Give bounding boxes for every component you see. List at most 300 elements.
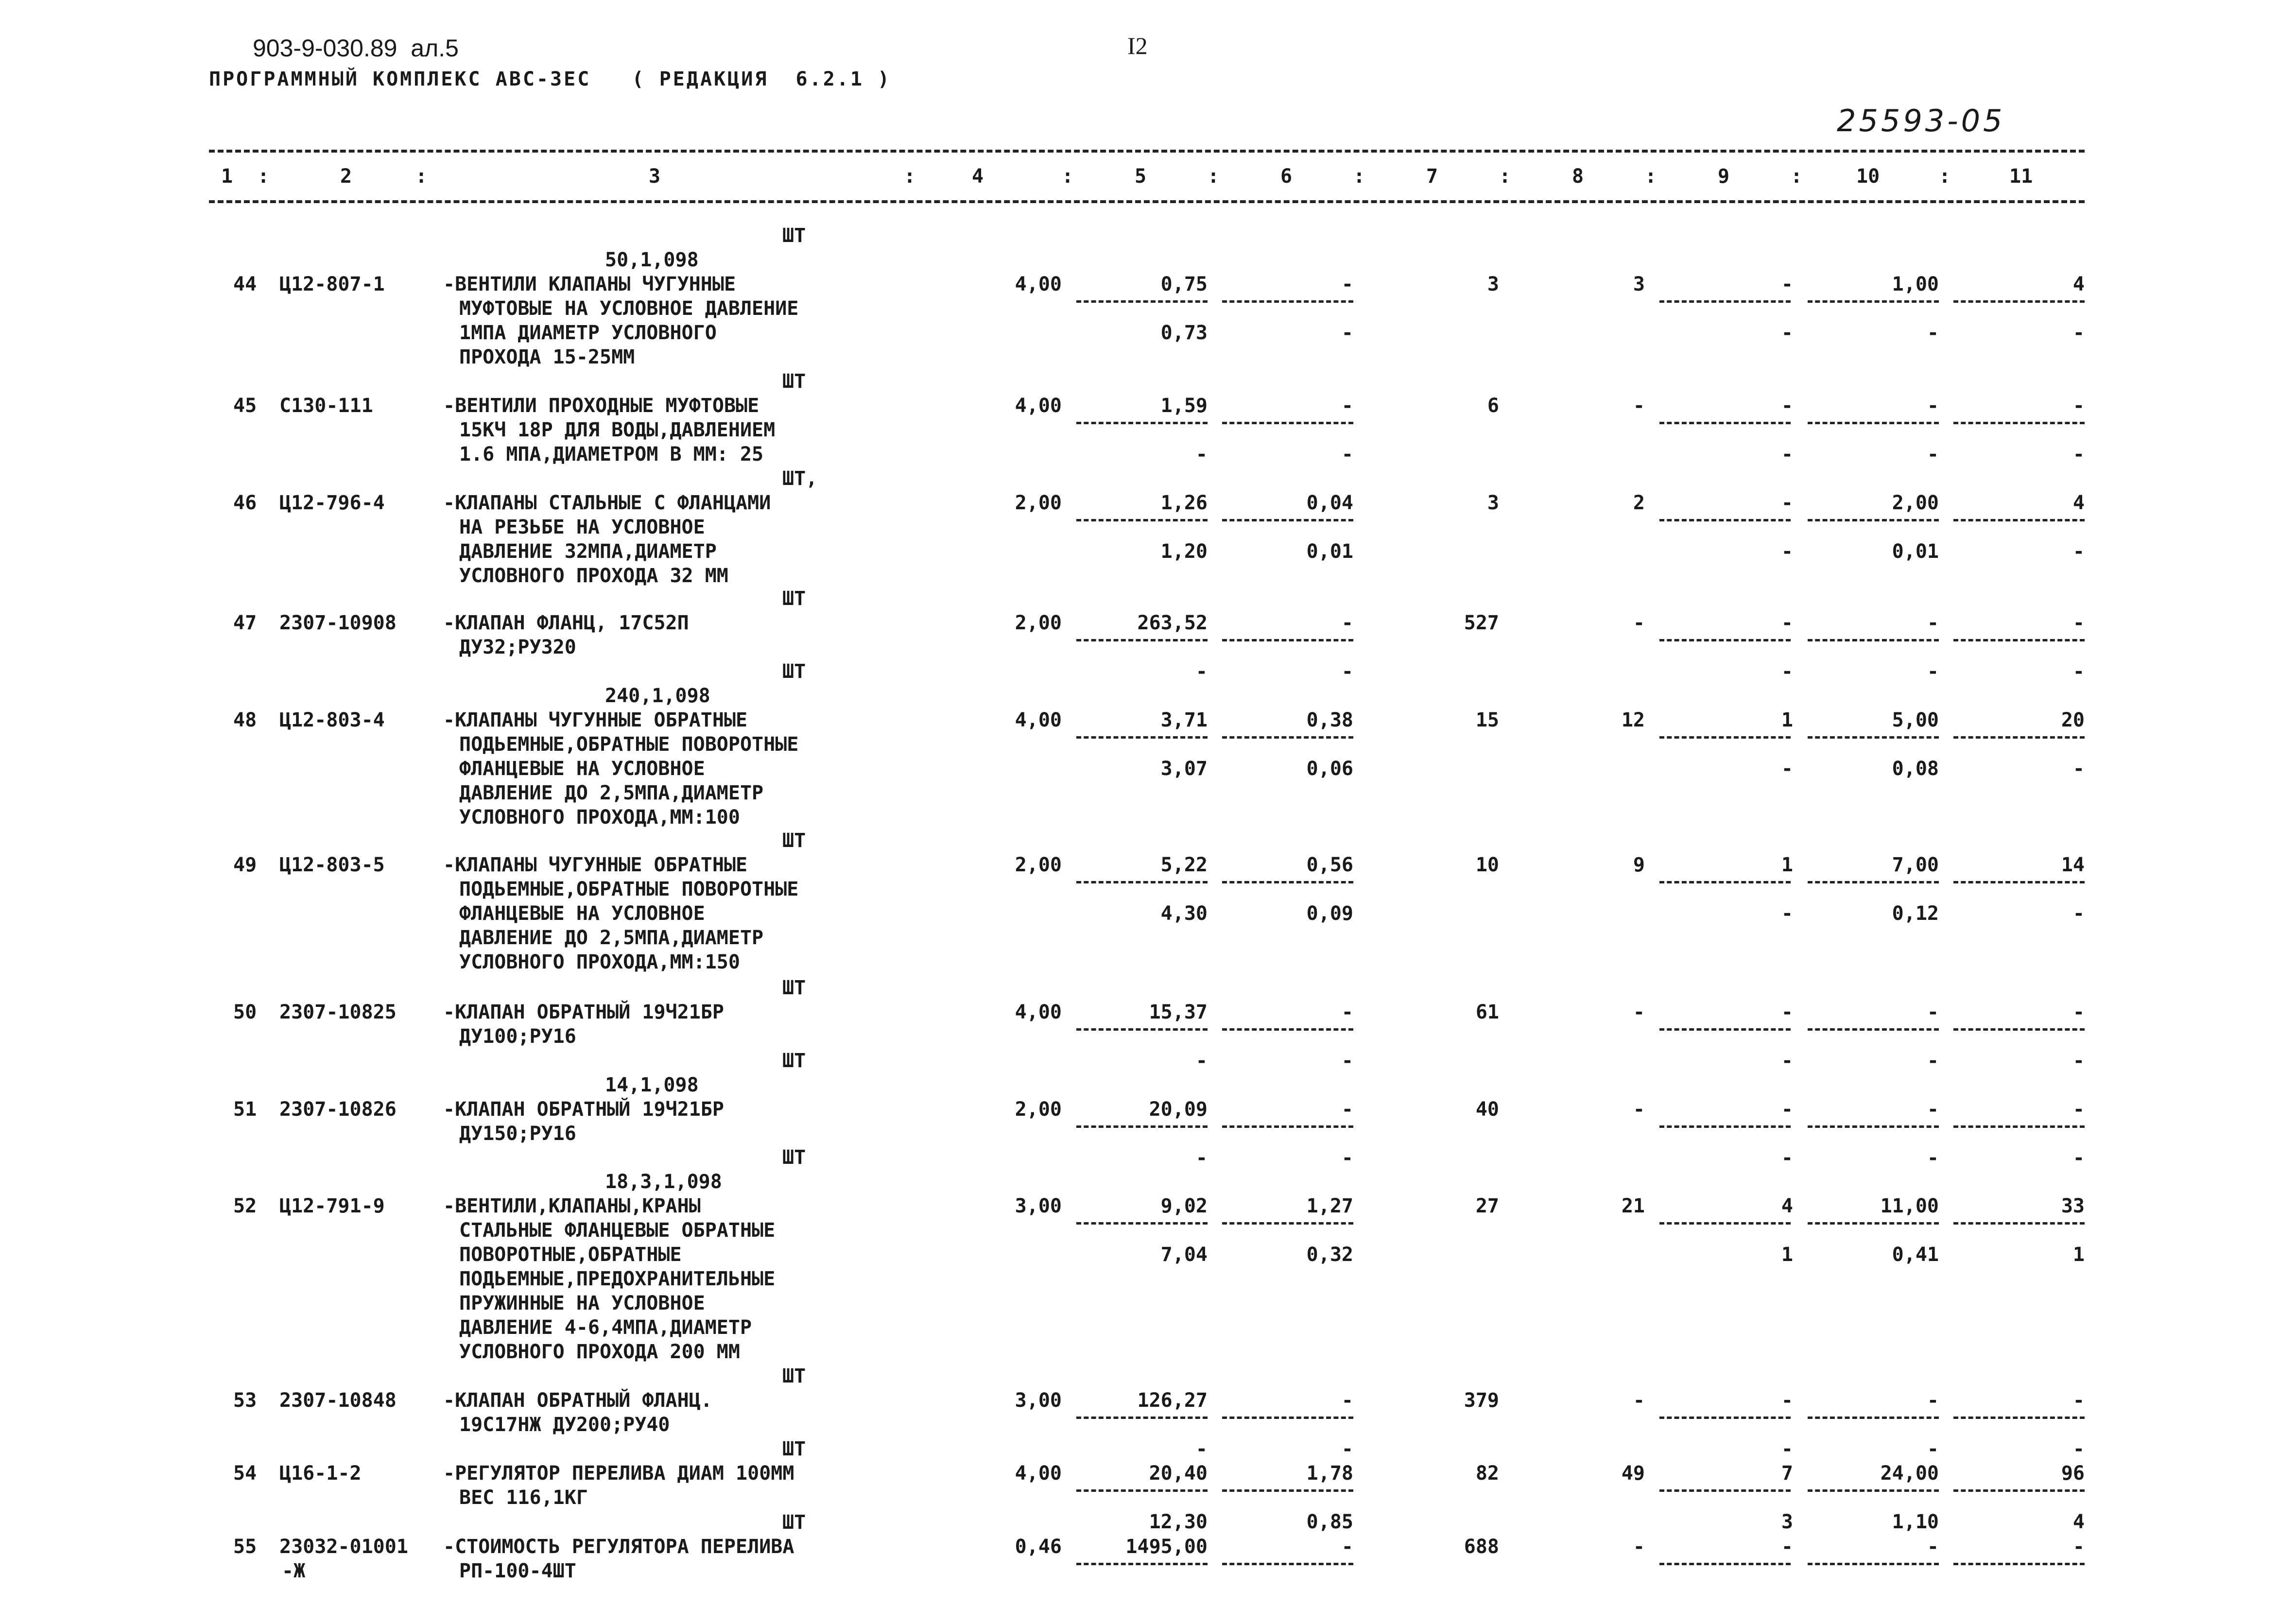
rate-code: Ц12-803-5 (279, 854, 385, 876)
column-header-7: 7 (1426, 165, 1438, 188)
description-line: -КЛАПАНЫ ЧУГУННЫЕ ОБРАТНЫЕ (443, 854, 748, 876)
secondary-value-c5: 12,30 (1149, 1511, 1208, 1533)
description-line: УСЛОВНОГО ПРОХОДА,ММ:100 (459, 806, 740, 829)
secondary-value-c6: 0,01 (1306, 540, 1353, 563)
value-underline (1953, 736, 2085, 739)
value-c11: 4 (2072, 273, 2085, 295)
secondary-value-c6: - (1341, 322, 1353, 344)
unit-label: ШТ (782, 1438, 806, 1460)
value-c4: 3,00 (1015, 1195, 1062, 1217)
value-underline (1222, 881, 1353, 883)
value-underline (1953, 1222, 2085, 1225)
unit-label: 240,1,098 (605, 685, 710, 707)
description-line: ПОДЬЕМНЫЕ,ПРЕДОХРАНИТЕЛЬНЫЕ (459, 1268, 776, 1290)
value-c7: 688 (1464, 1536, 1499, 1558)
row-number: 46 (233, 492, 257, 514)
value-underline (1953, 639, 2085, 641)
description-line: ПРОХОДА 15-25ММ (459, 346, 635, 368)
secondary-value-c5: 3,07 (1160, 758, 1208, 780)
row-number: 44 (233, 273, 257, 295)
value-underline (1953, 1125, 2085, 1128)
value-underline (1808, 736, 1939, 739)
value-c11: 14 (2061, 854, 2085, 876)
secondary-value-c9: - (1781, 1050, 1793, 1072)
column-separator: : (1208, 165, 1220, 188)
value-underline (1659, 1125, 1791, 1128)
description-line: -ВЕНТИЛИ КЛАПАНЫ ЧУГУННЫЕ (443, 273, 736, 295)
unit-label: ШТ (782, 977, 806, 999)
secondary-value-c6: - (1341, 1050, 1353, 1072)
column-header-11: 11 (2009, 165, 2033, 188)
rate-code: Ц12-803-4 (279, 709, 385, 731)
value-underline (1222, 1417, 1353, 1419)
description-line: ФЛАНЦЕВЫЕ НА УСЛОВНОЕ (459, 902, 705, 925)
description-line: -КЛАПАНЫ СТАЛЬНЫЕ С ФЛАНЦАМИ (443, 492, 771, 514)
value-c9: 1 (1781, 709, 1793, 731)
value-c4: 2,00 (1015, 1098, 1062, 1121)
handwritten-number: 25593-05 (1837, 103, 2005, 138)
secondary-value-c9: - (1781, 902, 1793, 925)
value-c5: 1,26 (1160, 492, 1208, 514)
value-underline (1076, 736, 1208, 739)
value-underline (1808, 881, 1939, 883)
value-c10: - (1927, 1389, 1939, 1412)
column-separator: : (904, 165, 916, 188)
value-underline (1808, 1417, 1939, 1419)
description-line: РП-100-4ШТ (459, 1560, 576, 1582)
description-line: -КЛАПАН ОБРАТНЫЙ 19Ч21БР (443, 1098, 724, 1121)
secondary-value-c11: - (2072, 322, 2085, 344)
secondary-value-c10: 0,41 (1892, 1244, 1939, 1266)
value-c7: 10 (1475, 854, 1499, 876)
rate-code: Ц12-791-9 (279, 1195, 385, 1217)
description-line: -КЛАПАНЫ ЧУГУННЫЕ ОБРАТНЫЕ (443, 709, 748, 731)
secondary-value-c5: - (1195, 1438, 1208, 1460)
value-c9: - (1781, 1098, 1793, 1121)
value-underline (1953, 1028, 2085, 1031)
secondary-value-c10: 1,10 (1892, 1511, 1939, 1533)
value-c8: - (1633, 1389, 1645, 1412)
value-underline (1076, 1563, 1208, 1565)
value-c9: - (1781, 492, 1793, 514)
column-header-1: 1 (221, 165, 233, 188)
value-underline (1076, 300, 1208, 303)
value-underline (1076, 881, 1208, 883)
value-c4: 0,46 (1015, 1536, 1062, 1558)
unit-label: ШТ (782, 829, 806, 852)
value-c7: 3 (1487, 492, 1499, 514)
unit-label: ШТ (782, 370, 806, 393)
value-underline (1953, 1489, 2085, 1492)
description-line: МУФТОВЫЕ НА УСЛОВНОЕ ДАВЛЕНИЕ (459, 297, 799, 320)
value-underline (1659, 300, 1791, 303)
value-underline (1076, 1222, 1208, 1225)
description-line: ДАВЛЕНИЕ ДО 2,5МПА,ДИАМЕТР (459, 782, 764, 804)
value-c11: - (2072, 1536, 2085, 1558)
value-c8: 49 (1621, 1462, 1645, 1485)
value-c10: - (1927, 1536, 1939, 1558)
description-line: ДАВЛЕНИЕ 4-6,4МПА,ДИАМЕТР (459, 1316, 752, 1339)
value-underline (1222, 422, 1353, 424)
description-line: ПОДЬЕМНЫЕ,ОБРАТНЫЕ ПОВОРОТНЫЕ (459, 878, 799, 900)
header-bottom-rule (209, 200, 2085, 203)
value-c6: - (1341, 612, 1353, 634)
column-header-4: 4 (972, 165, 984, 188)
value-underline (1953, 1417, 2085, 1419)
description-line: -ВЕНТИЛИ ПРОХОДНЫЕ МУФТОВЫЕ (443, 395, 760, 417)
value-c8: 3 (1633, 273, 1645, 295)
secondary-value-c5: - (1195, 443, 1208, 466)
value-c5: 3,71 (1160, 709, 1208, 731)
column-header-3: 3 (649, 165, 661, 188)
value-underline (1076, 1028, 1208, 1031)
value-underline (1222, 300, 1353, 303)
description-line: ДУ32;РУ320 (459, 636, 576, 658)
value-c8: - (1633, 612, 1645, 634)
value-underline (1076, 519, 1208, 521)
value-c10: - (1927, 1001, 1939, 1023)
value-c5: 9,02 (1160, 1195, 1208, 1217)
value-c6: - (1341, 395, 1353, 417)
value-c7: 61 (1475, 1001, 1499, 1023)
value-c5: 263,52 (1137, 612, 1208, 634)
value-underline (1659, 736, 1791, 739)
description-line: ДУ150;РУ16 (459, 1123, 576, 1145)
value-underline (1222, 736, 1353, 739)
secondary-value-c5: 0,73 (1160, 322, 1208, 344)
unit-label: ШТ (782, 1050, 806, 1072)
value-c5: 15,37 (1149, 1001, 1208, 1023)
value-c9: - (1781, 273, 1793, 295)
secondary-value-c9: - (1781, 322, 1793, 344)
secondary-value-c6: - (1341, 1438, 1353, 1460)
description-line: -КЛАПАН ФЛАНЦ, 17С52П (443, 612, 689, 634)
row-number: 55 (233, 1536, 257, 1558)
value-c8: - (1633, 1001, 1645, 1023)
secondary-value-c5: - (1195, 1050, 1208, 1072)
value-underline (1953, 881, 2085, 883)
row-number: 54 (233, 1462, 257, 1485)
column-separator: : (1645, 165, 1657, 188)
value-c4: 3,00 (1015, 1389, 1062, 1412)
secondary-value-c5: - (1195, 660, 1208, 683)
value-c10: - (1927, 395, 1939, 417)
row-number: 53 (233, 1389, 257, 1412)
unit-label: ШТ (782, 225, 806, 247)
value-c10: 24,00 (1880, 1462, 1939, 1485)
value-underline (1953, 422, 2085, 424)
page-number: I2 (1127, 32, 1148, 59)
secondary-value-c10: 0,01 (1892, 540, 1939, 563)
secondary-value-c11: - (2072, 1438, 2085, 1460)
value-underline (1659, 1417, 1791, 1419)
value-c8: 2 (1633, 492, 1645, 514)
secondary-value-c5: - (1195, 1147, 1208, 1169)
value-underline (1659, 881, 1791, 883)
value-c5: 1495,00 (1125, 1536, 1208, 1558)
column-separator: : (1353, 165, 1365, 188)
value-underline (1808, 1563, 1939, 1565)
description-line: 1МПА ДИАМЕТР УСЛОВНОГО (459, 322, 717, 344)
value-c11: 96 (2061, 1462, 2085, 1485)
value-c4: 4,00 (1015, 273, 1062, 295)
description-line: ПОВОРОТНЫЕ,ОБРАТНЫЕ (459, 1244, 682, 1266)
value-c7: 15 (1475, 709, 1499, 731)
description-line: УСЛОВНОГО ПРОХОДА,ММ:150 (459, 951, 740, 973)
unit-label: 50,1,098 (605, 249, 699, 271)
value-c6: 0,38 (1306, 709, 1353, 731)
value-c10: 2,00 (1892, 492, 1939, 514)
rate-code: С130-111 (279, 395, 373, 417)
rate-code: 2307-10826 (279, 1098, 397, 1121)
secondary-value-c9: - (1781, 660, 1793, 683)
secondary-value-c11: - (2072, 1050, 2085, 1072)
value-c9: - (1781, 1536, 1793, 1558)
description-line: СТАЛЬНЫЕ ФЛАНЦЕВЫЕ ОБРАТНЫЕ (459, 1219, 776, 1242)
secondary-value-c6: - (1341, 660, 1353, 683)
secondary-value-c9: - (1781, 540, 1793, 563)
secondary-value-c6: 0,09 (1306, 902, 1353, 925)
description-line: ДАВЛЕНИЕ ДО 2,5МПА,ДИАМЕТР (459, 927, 764, 949)
value-c8: 21 (1621, 1195, 1645, 1217)
rate-code: Ц12-807-1 (279, 273, 385, 295)
value-c9: 7 (1781, 1462, 1793, 1485)
column-header-10: 10 (1856, 165, 1880, 188)
value-c8: 9 (1633, 854, 1645, 876)
column-separator: : (1499, 165, 1511, 188)
row-number: 45 (233, 395, 257, 417)
secondary-value-c9: - (1781, 1438, 1793, 1460)
value-c7: 6 (1487, 395, 1499, 417)
value-underline (1808, 639, 1939, 641)
description-line: УСЛОВНОГО ПРОХОДА 32 ММ (459, 565, 728, 587)
value-c6: - (1341, 1389, 1353, 1412)
value-underline (1808, 1125, 1939, 1128)
description-line: ВЕС 116,1КГ (459, 1486, 588, 1509)
value-underline (1222, 1028, 1353, 1031)
secondary-value-c5: 1,20 (1160, 540, 1208, 563)
value-underline (1808, 1489, 1939, 1492)
value-c9: 4 (1781, 1195, 1793, 1217)
secondary-value-c9: - (1781, 758, 1793, 780)
value-c7: 40 (1475, 1098, 1499, 1121)
value-underline (1659, 422, 1791, 424)
value-c9: - (1781, 1389, 1793, 1412)
value-underline (1659, 639, 1791, 641)
value-underline (1076, 1417, 1208, 1419)
value-underline (1953, 1563, 2085, 1565)
value-c8: - (1633, 1098, 1645, 1121)
rate-code: 2307-10908 (279, 612, 397, 634)
secondary-value-c10: - (1927, 1147, 1939, 1169)
value-underline (1808, 519, 1939, 521)
secondary-value-c10: 0,12 (1892, 902, 1939, 925)
value-c4: 2,00 (1015, 612, 1062, 634)
secondary-value-c9: - (1781, 1147, 1793, 1169)
value-underline (1076, 1489, 1208, 1492)
secondary-value-c10: - (1927, 1438, 1939, 1460)
value-c8: - (1633, 395, 1645, 417)
value-underline (1659, 519, 1791, 521)
value-underline (1808, 422, 1939, 424)
value-c7: 3 (1487, 273, 1499, 295)
unit-label: 18,3,1,098 (605, 1171, 722, 1193)
value-c11: 20 (2061, 709, 2085, 731)
row-number: 47 (233, 612, 257, 634)
secondary-value-c6: 0,06 (1306, 758, 1353, 780)
value-c10: 7,00 (1892, 854, 1939, 876)
description-line: 19С17НЖ ДУ200;РУ40 (459, 1414, 670, 1436)
value-underline (1222, 1125, 1353, 1128)
secondary-value-c11: - (2072, 443, 2085, 466)
value-c8: - (1633, 1536, 1645, 1558)
value-underline (1953, 519, 2085, 521)
secondary-value-c9: 1 (1781, 1244, 1793, 1266)
value-c5: 126,27 (1137, 1389, 1208, 1412)
value-c5: 20,40 (1149, 1462, 1208, 1485)
value-c5: 20,09 (1149, 1098, 1208, 1121)
value-underline (1808, 300, 1939, 303)
value-c6: - (1341, 1536, 1353, 1558)
column-header-5: 5 (1135, 165, 1147, 188)
value-underline (1808, 1222, 1939, 1225)
rate-code: Ц16-1-2 (279, 1462, 362, 1485)
program-line: ПРОГРАММНЫЙ КОМПЛЕКС АВС-3ЕС ( РЕДАКЦИЯ 6.2.1 ) (209, 68, 892, 90)
value-c9: 1 (1781, 854, 1793, 876)
description-line: ПОДЬЕМНЫЕ,ОБРАТНЫЕ ПОВОРОТНЫЕ (459, 733, 799, 756)
value-c6: 1,27 (1306, 1195, 1353, 1217)
description-line: ДАВЛЕНИЕ 32МПА,ДИАМЕТР (459, 540, 717, 563)
value-c10: - (1927, 612, 1939, 634)
value-c9: - (1781, 395, 1793, 417)
value-underline (1076, 1125, 1208, 1128)
value-c4: 2,00 (1015, 854, 1062, 876)
secondary-value-c6: 0,85 (1306, 1511, 1353, 1533)
value-underline (1659, 1028, 1791, 1031)
description-line: -КЛАПАН ОБРАТНЫЙ ФЛАНЦ. (443, 1389, 712, 1412)
column-separator: : (1062, 165, 1074, 188)
description-line: -ВЕНТИЛИ,КЛАПАНЫ,КРАНЫ (443, 1195, 701, 1217)
value-c8: 12 (1621, 709, 1645, 731)
value-c4: 4,00 (1015, 709, 1062, 731)
column-header-8: 8 (1572, 165, 1584, 188)
secondary-value-c10: - (1927, 443, 1939, 466)
column-separator: : (1939, 165, 1951, 188)
value-c5: 1,59 (1160, 395, 1208, 417)
value-c10: 5,00 (1892, 709, 1939, 731)
value-c6: 1,78 (1306, 1462, 1353, 1485)
secondary-value-c11: - (2072, 1147, 2085, 1169)
value-underline (1222, 1489, 1353, 1492)
value-c7: 27 (1475, 1195, 1499, 1217)
secondary-value-c11: - (2072, 902, 2085, 925)
secondary-value-c11: - (2072, 758, 2085, 780)
row-number: 48 (233, 709, 257, 731)
row-number: 52 (233, 1195, 257, 1217)
value-underline (1659, 1563, 1791, 1565)
column-separator: : (415, 165, 428, 188)
value-c11: - (2072, 1098, 2085, 1121)
column-header-2: 2 (340, 165, 352, 188)
column-header-6: 6 (1280, 165, 1293, 188)
secondary-value-c10: 0,08 (1892, 758, 1939, 780)
value-c10: 11,00 (1880, 1195, 1939, 1217)
secondary-value-c11: 4 (2072, 1511, 2085, 1533)
unit-label: ШТ (782, 1146, 806, 1169)
description-line: -РЕГУЛЯТОР ПЕРЕЛИВА ДИАМ 100ММ (443, 1462, 794, 1485)
value-c6: 0,56 (1306, 854, 1353, 876)
unit-label: ШТ (782, 660, 806, 683)
value-underline (1222, 519, 1353, 521)
value-underline (1659, 1222, 1791, 1225)
secondary-value-c6: - (1341, 1147, 1353, 1169)
secondary-value-c6: 0,32 (1306, 1244, 1353, 1266)
description-line: ФЛАНЦЕВЫЕ НА УСЛОВНОЕ (459, 758, 705, 780)
unit-label: ШТ (782, 588, 806, 610)
rate-code: 2307-10848 (279, 1389, 397, 1412)
rate-code: 2307-10825 (279, 1001, 397, 1023)
secondary-value-c9: - (1781, 443, 1793, 466)
column-separator: : (258, 165, 270, 188)
value-c4: 4,00 (1015, 395, 1062, 417)
value-c11: - (2072, 612, 2085, 634)
value-c4: 4,00 (1015, 1001, 1062, 1023)
secondary-value-c11: - (2072, 540, 2085, 563)
description-line: -СТОИМОСТЬ РЕГУЛЯТОРА ПЕРЕЛИВА (443, 1536, 794, 1558)
secondary-value-c5: 7,04 (1160, 1244, 1208, 1266)
value-underline (1222, 1563, 1353, 1565)
row-number: 49 (233, 854, 257, 876)
secondary-value-c5: 4,30 (1160, 902, 1208, 925)
value-c7: 527 (1464, 612, 1499, 634)
secondary-value-c10: - (1927, 1050, 1939, 1072)
description-line: ДУ100;РУ16 (459, 1025, 576, 1048)
description-line: НА РЕЗЬБЕ НА УСЛОВНОЕ (459, 516, 705, 538)
column-separator: : (1791, 165, 1803, 188)
secondary-value-c11: 1 (2072, 1244, 2085, 1266)
value-underline (1808, 1028, 1939, 1031)
description-line: -КЛАПАН ОБРАТНЫЙ 19Ч21БР (443, 1001, 724, 1023)
value-c11: - (2072, 1389, 2085, 1412)
value-c11: - (2072, 395, 2085, 417)
value-c4: 2,00 (1015, 492, 1062, 514)
secondary-value-c6: - (1341, 443, 1353, 466)
value-c11: 33 (2061, 1195, 2085, 1217)
row-number: 50 (233, 1001, 257, 1023)
value-c7: 82 (1475, 1462, 1499, 1485)
value-c11: 4 (2072, 492, 2085, 514)
value-c10: 1,00 (1892, 273, 1939, 295)
table-top-rule (209, 150, 2085, 153)
value-c6: 0,04 (1306, 492, 1353, 514)
value-c5: 5,22 (1160, 854, 1208, 876)
row-number: 51 (233, 1098, 257, 1121)
value-c6: - (1341, 273, 1353, 295)
description-line: УСЛОВНОГО ПРОХОДА 200 ММ (459, 1341, 740, 1363)
secondary-value-c10: - (1927, 322, 1939, 344)
value-underline (1659, 1489, 1791, 1492)
secondary-value-c10: - (1927, 660, 1939, 683)
value-c4: 4,00 (1015, 1462, 1062, 1485)
value-c9: - (1781, 612, 1793, 634)
document-code: 903-9-030.89 ал.5 (253, 35, 459, 62)
unit-label: ШТ, (782, 467, 818, 490)
description-line: 15КЧ 18Р ДЛЯ ВОДЫ,ДАВЛЕНИЕМ (459, 419, 776, 441)
secondary-value-c9: 3 (1781, 1511, 1793, 1533)
value-c11: - (2072, 1001, 2085, 1023)
unit-label: ШТ (782, 1365, 806, 1387)
unit-label: ШТ (782, 1511, 806, 1534)
